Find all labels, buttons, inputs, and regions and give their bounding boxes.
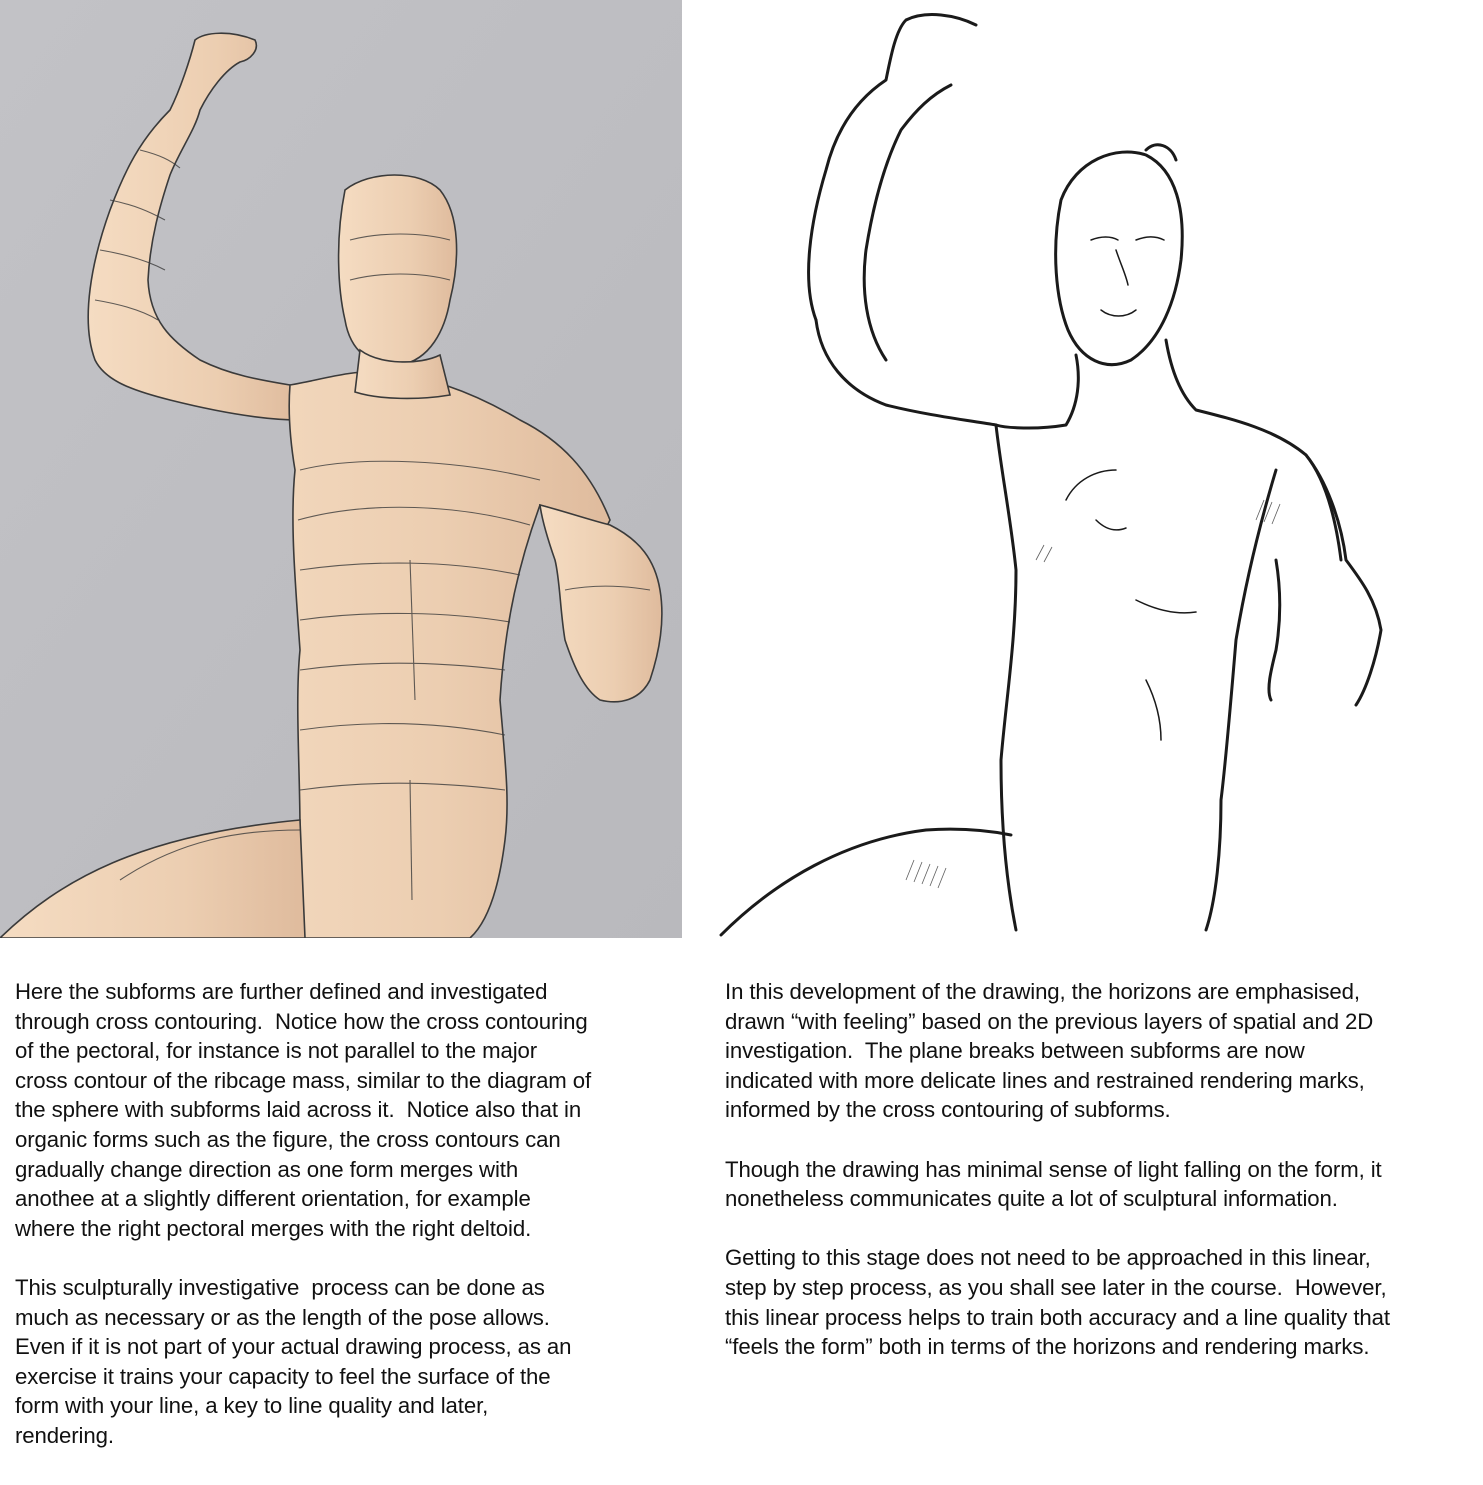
paragraph-spacer	[725, 1214, 1483, 1244]
text-line: through cross contouring. Notice how the cross contouring	[15, 1008, 588, 1034]
text-line: In this development of the drawing, the horizons are emphasised,	[725, 979, 1360, 1004]
text-line: Even if it is not part of your actual drawing process, as an	[15, 1334, 572, 1360]
text-line: exercise it trains your capacity to feel the surface of the	[15, 1363, 551, 1389]
text-line: This sculpturally investigative process can be done as	[15, 1274, 545, 1300]
text-line: investigation. The plane breaks between subforms are now	[725, 1038, 1305, 1064]
text-line: nonetheless communicates quite a lot of sculptural information.	[725, 1186, 1338, 1212]
line-drawing-figure-illustration	[716, 0, 1483, 940]
text-line: organic forms such as the figure, the cross contours can	[15, 1126, 561, 1152]
text-line: much as necessary or as the length of the pose allows.	[15, 1304, 550, 1330]
right-paragraph-2	[725, 1155, 1483, 1214]
text-line: step by step process, as you shall see later in the course. However,	[725, 1274, 1387, 1300]
text-line: drawn “with feeling” based on the previous layers of spatial and 2D	[725, 1008, 1374, 1034]
text-line: gradually change direction as one form merges with	[15, 1156, 519, 1182]
text-line: indicated with more delicate lines and restrained rendering marks,	[725, 1067, 1365, 1093]
text-line: of the pectoral, for instance is not parallel to the major	[15, 1038, 538, 1064]
text-line: informed by the cross contouring of subforms.	[725, 1097, 1171, 1123]
line-drawing-figure-image	[716, 0, 1483, 940]
text-line: the sphere with subforms laid across it. Notice also that in	[15, 1097, 582, 1123]
left-paragraph-1	[15, 977, 683, 1243]
text-line: cross contour of the ribcage mass, similar to the diagram of	[15, 1067, 592, 1093]
text-line: form with your line, a key to line quality and later,	[15, 1393, 489, 1419]
text-line: Here the subforms are further defined and investigated	[15, 979, 548, 1004]
text-line: anothee at a slightly different orientation, for example	[15, 1186, 531, 1212]
right-paragraph-1	[725, 977, 1483, 1125]
text-line: “feels the form” both in terms of the horizons and rendering marks.	[725, 1334, 1370, 1360]
left-paragraph-2	[15, 1273, 683, 1451]
left-caption	[15, 977, 683, 1451]
text-line: this linear process helps to train both accuracy and a line quality that	[725, 1304, 1390, 1330]
paragraph-spacer	[15, 1243, 683, 1273]
text-line: Though the drawing has minimal sense of light falling on the form, it	[725, 1156, 1382, 1182]
cross-contour-figure-image	[0, 0, 682, 938]
cross-contour-figure-illustration	[0, 0, 682, 938]
right-caption	[725, 977, 1483, 1362]
paragraph-spacer	[725, 1125, 1483, 1155]
text-line: rendering.	[15, 1422, 114, 1448]
text-line: where the right pectoral merges with the right deltoid.	[15, 1215, 532, 1241]
text-line: Getting to this stage does not need to be approached in this linear,	[725, 1245, 1371, 1271]
right-paragraph-3	[725, 1243, 1483, 1361]
